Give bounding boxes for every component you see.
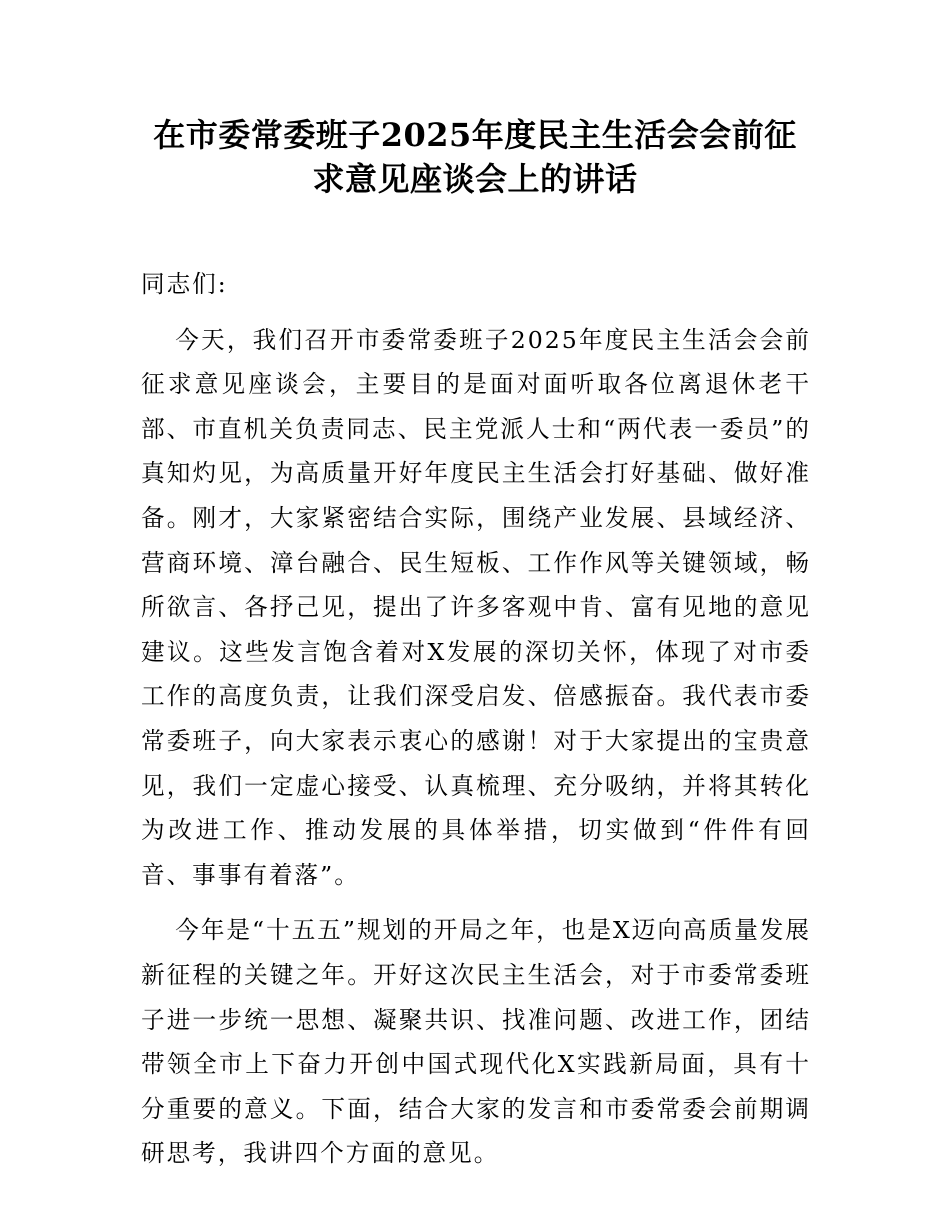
- paragraph: 今天，我们召开市委常委班子2025年度民主生活会会前征求意见座谈会，主要目的是面对面听取各位离退休老干部、市直机关负责同志、民主党派人士和“两代表一委员”的真知灼见，为高质量开好年度民主生活会打好基础、做好准备。刚才，大家紧密结合实际，围绕产业发展、县域经济、营商环境、漳台融合、民生短板、工作作风等关键领域，畅所欲言、各抒己见，提出了许多客观中肯、富有见地的意见建议。这些发言饱含着对X发展的深切关怀，体现了对市委工作的高度负责，让我们深受启发、倍感振奋。我代表市委常委班子，向大家表示衷心的感谢！对于大家提出的宝贵意见，我们一定虚心接受、认真梳理、充分吸纳，并将其转化为改进工作、推动发展的具体举措，切实做到“件件有回音、事事有着落”。: [141, 325, 811, 889]
- paragraph: 今年是“十五五”规划的开局之年，也是X迈向高质量发展新征程的关键之年。开好这次民主生活会，对于市委常委班子进一步统一思想、凝聚共识、找准问题、改进工作，团结带领全市上下奋力开创中国式现代化X实践新局面，具有十分重要的意义。下面，结合大家的发言和市委常委会前期调研思考，我讲四个方面的意见。: [141, 916, 811, 1168]
- salutation: 同志们:: [141, 270, 228, 298]
- document-title: 在市委常委班子2025年度民主生活会会前征求意见座谈会上的讲话: [153, 116, 797, 198]
- document-body: [141, 262, 811, 1187]
